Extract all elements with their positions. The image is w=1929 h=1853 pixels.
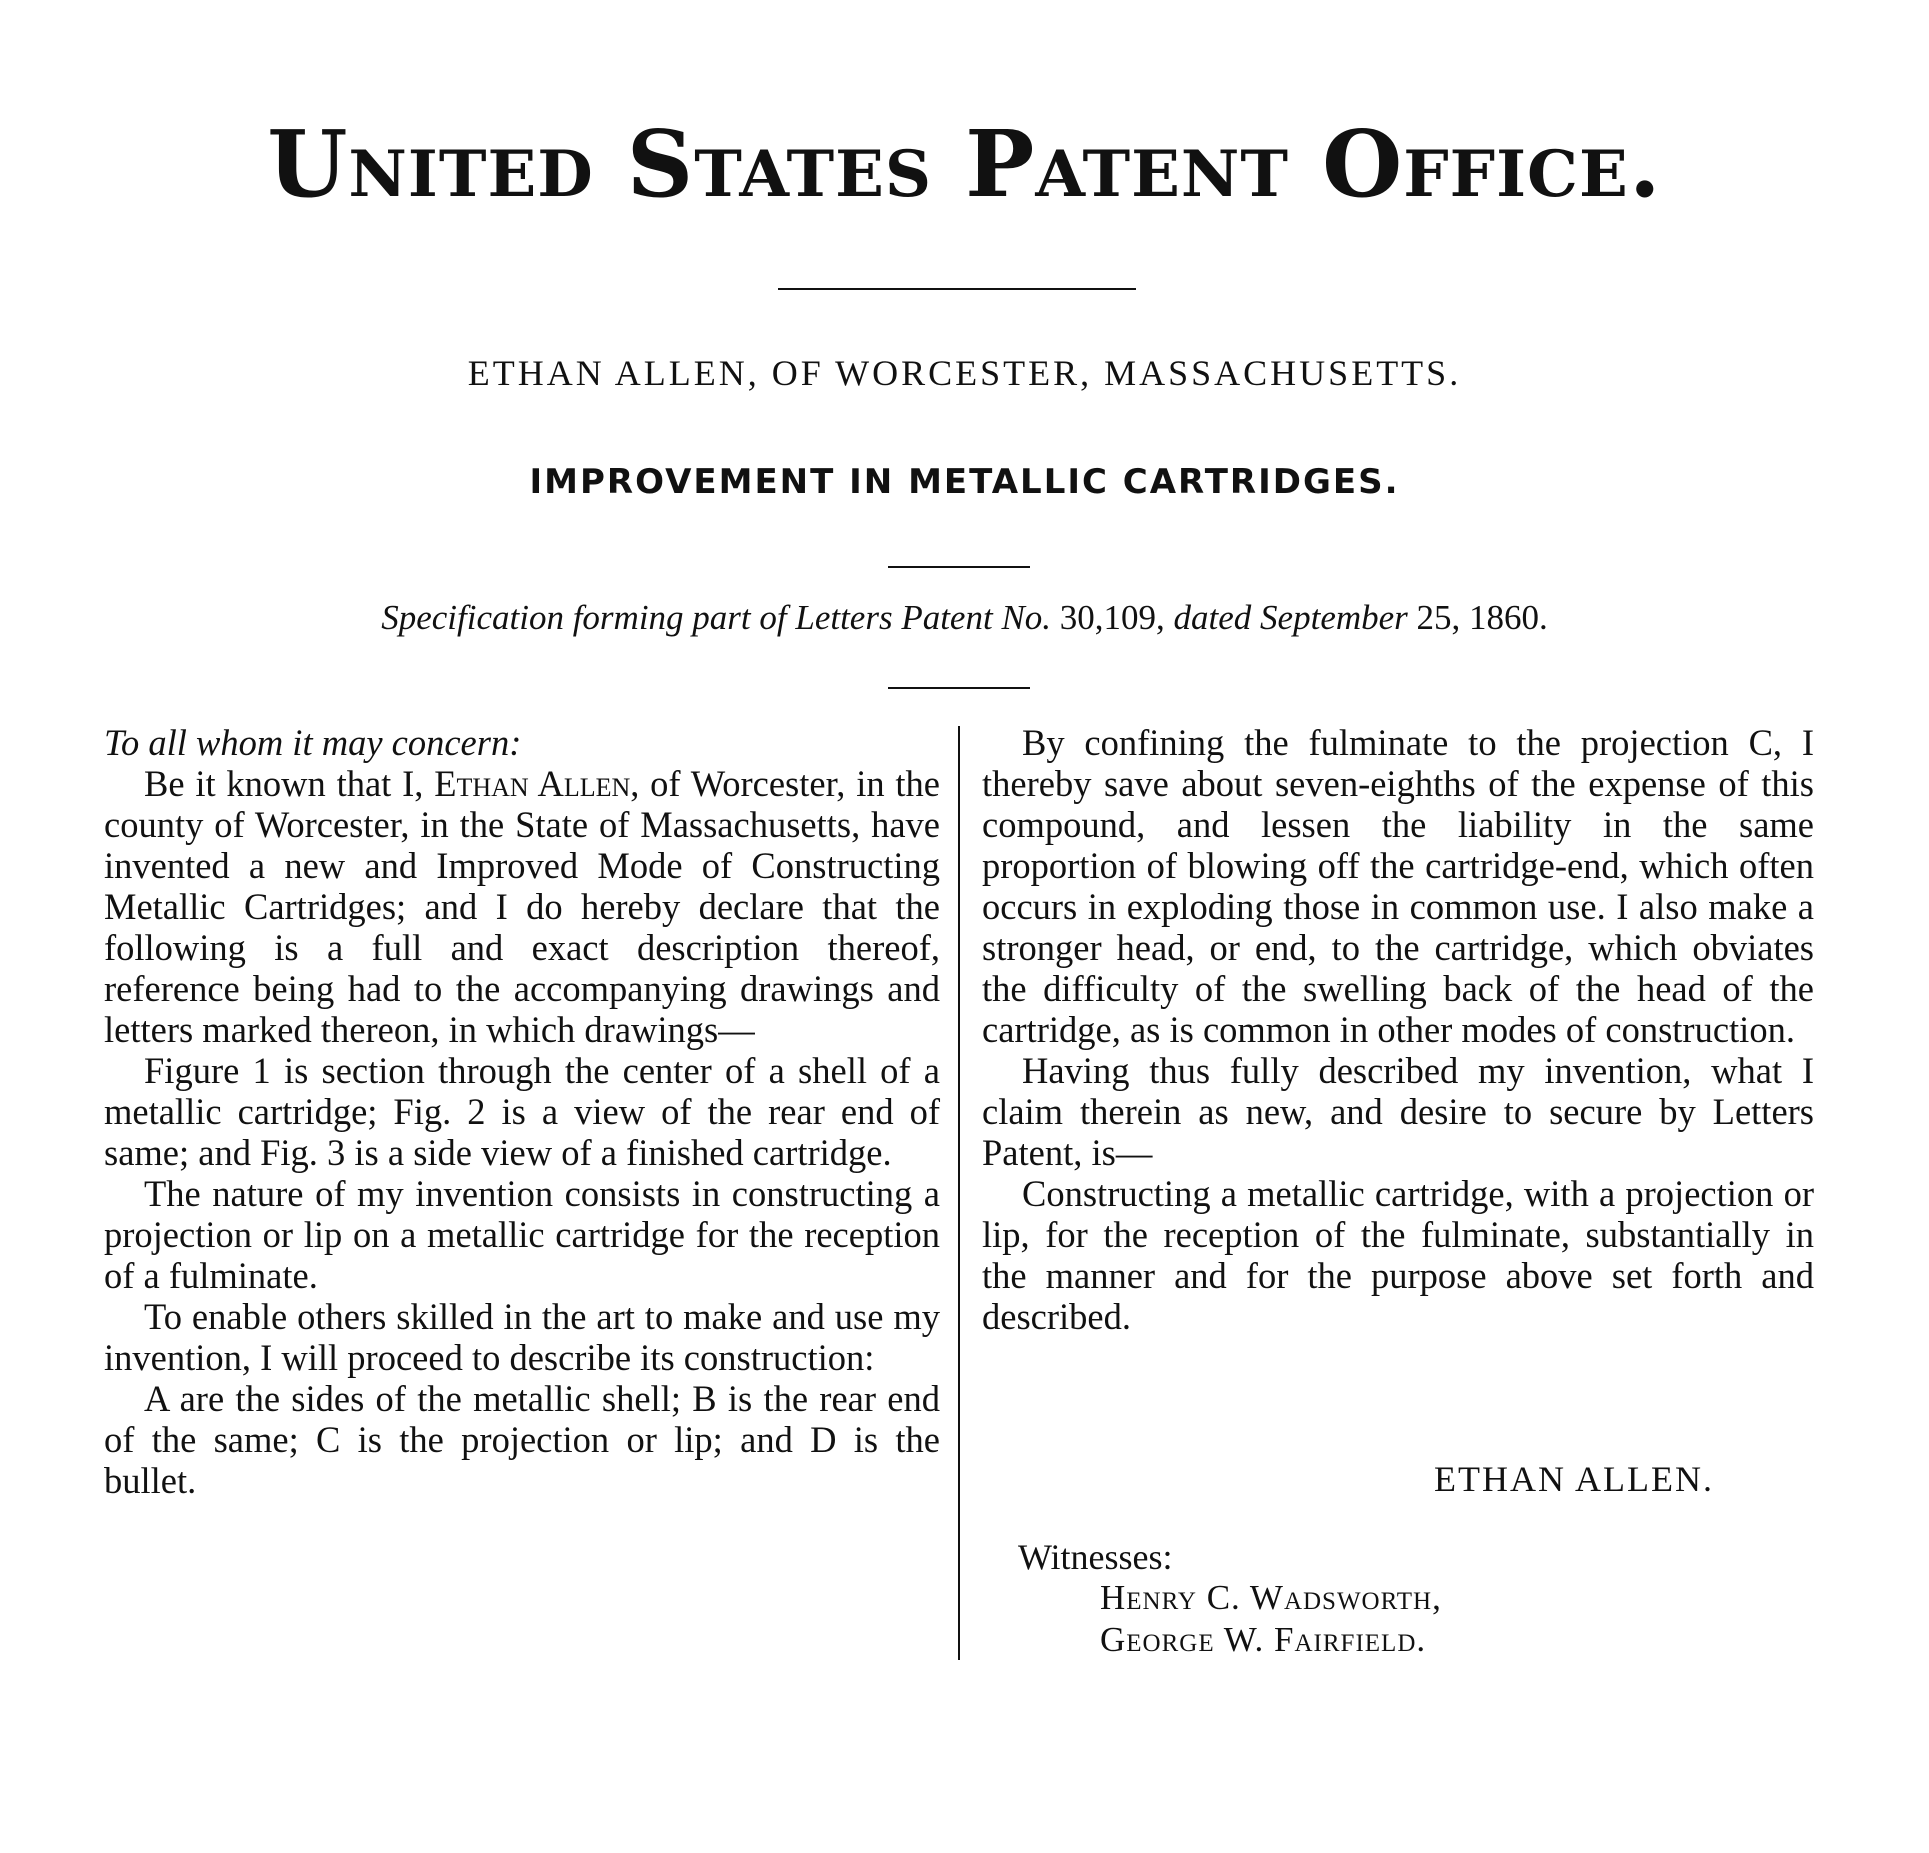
heading-divider-rule [888, 566, 1030, 568]
patent-number: 30,109, [1059, 598, 1165, 637]
witness-name: George W. Fairfield. [1100, 1620, 1427, 1659]
left-column [104, 722, 940, 1501]
paragraph-1-intro: Be it known that I, [144, 763, 424, 804]
specification-text-2: dated September [1173, 598, 1408, 637]
specification-text-1: Specification forming part of Letters Patent No. [381, 598, 1052, 637]
claim-paragraph: Constructing a metallic cartridge, with a projection or lip, for the reception of the fulminate, substantially in the manner and for the purpose above set forth and described. [982, 1173, 1814, 1337]
left-paragraph-2: Figure 1 is section through the center of a shell of a metallic cartridge; Fig. 2 is a view of the rear end of same; and Fig. 3 is a side view of a finished cartridge. [104, 1050, 940, 1173]
left-paragraph-4: To enable others skilled in the art to make and use my invention, I will proceed to describe its construction: [104, 1296, 940, 1378]
inventor-line: ETHAN ALLEN, OF WORCESTER, MASSACHUSETTS. [467, 353, 1462, 393]
inventor-signature: ETHAN ALLEN. [1434, 1459, 1714, 1499]
salutation: To all whom it may concern: [104, 722, 522, 763]
title-divider-rule [778, 288, 1136, 290]
paragraph-1-body: , of Worcester, in the county of Worcester, in the State of Massachusetts, have invented a new and Improved Mode of Constructing Metallic Cartridges; and I do hereby declare that the following is a full and exact description thereof, reference being had to the accompanying drawings and letters marked thereon, in which drawings— [104, 763, 940, 1050]
specification-line [0, 598, 1929, 638]
office-title: United States Patent Office. [267, 110, 1662, 218]
right-paragraph-1: By confining the fulminate to the projection C, I thereby save about seven-eighths of the expense of this compound, and lessen the liability in the same proportion of blowing off the cartridge-end, which often occurs in exploding those in common use. I also make a stronger head, or end, to the cartridge, which obviates the difficulty of the swelling back of the head of the cartridge, as is common in other modes of construction. [982, 722, 1814, 1050]
witnesses-label: Witnesses: [1018, 1537, 1173, 1577]
column-divider [958, 726, 960, 1660]
left-paragraph-1 [104, 763, 940, 1050]
improvement-title: IMPROVEMENT IN METALLIC CARTRIDGES. [529, 462, 1400, 502]
patent-date: 25, 1860. [1416, 598, 1548, 637]
right-paragraph-2: Having thus fully described my invention, what I claim therein as new, and desire to secure by Letters Patent, is— [982, 1050, 1814, 1173]
left-paragraph-3: The nature of my invention consists in constructing a projection or lip on a metallic cartridge for the reception of a fulminate. [104, 1173, 940, 1296]
witness-name: Henry C. Wadsworth, [1100, 1578, 1442, 1617]
right-column [982, 722, 1814, 1337]
specification-divider-rule [888, 687, 1030, 689]
left-paragraph-5: A are the sides of the metallic shell; B is the rear end of the same; C is the projection or lip; and D is the bullet. [104, 1378, 940, 1501]
inventor-name: Ethan Allen [434, 763, 631, 804]
